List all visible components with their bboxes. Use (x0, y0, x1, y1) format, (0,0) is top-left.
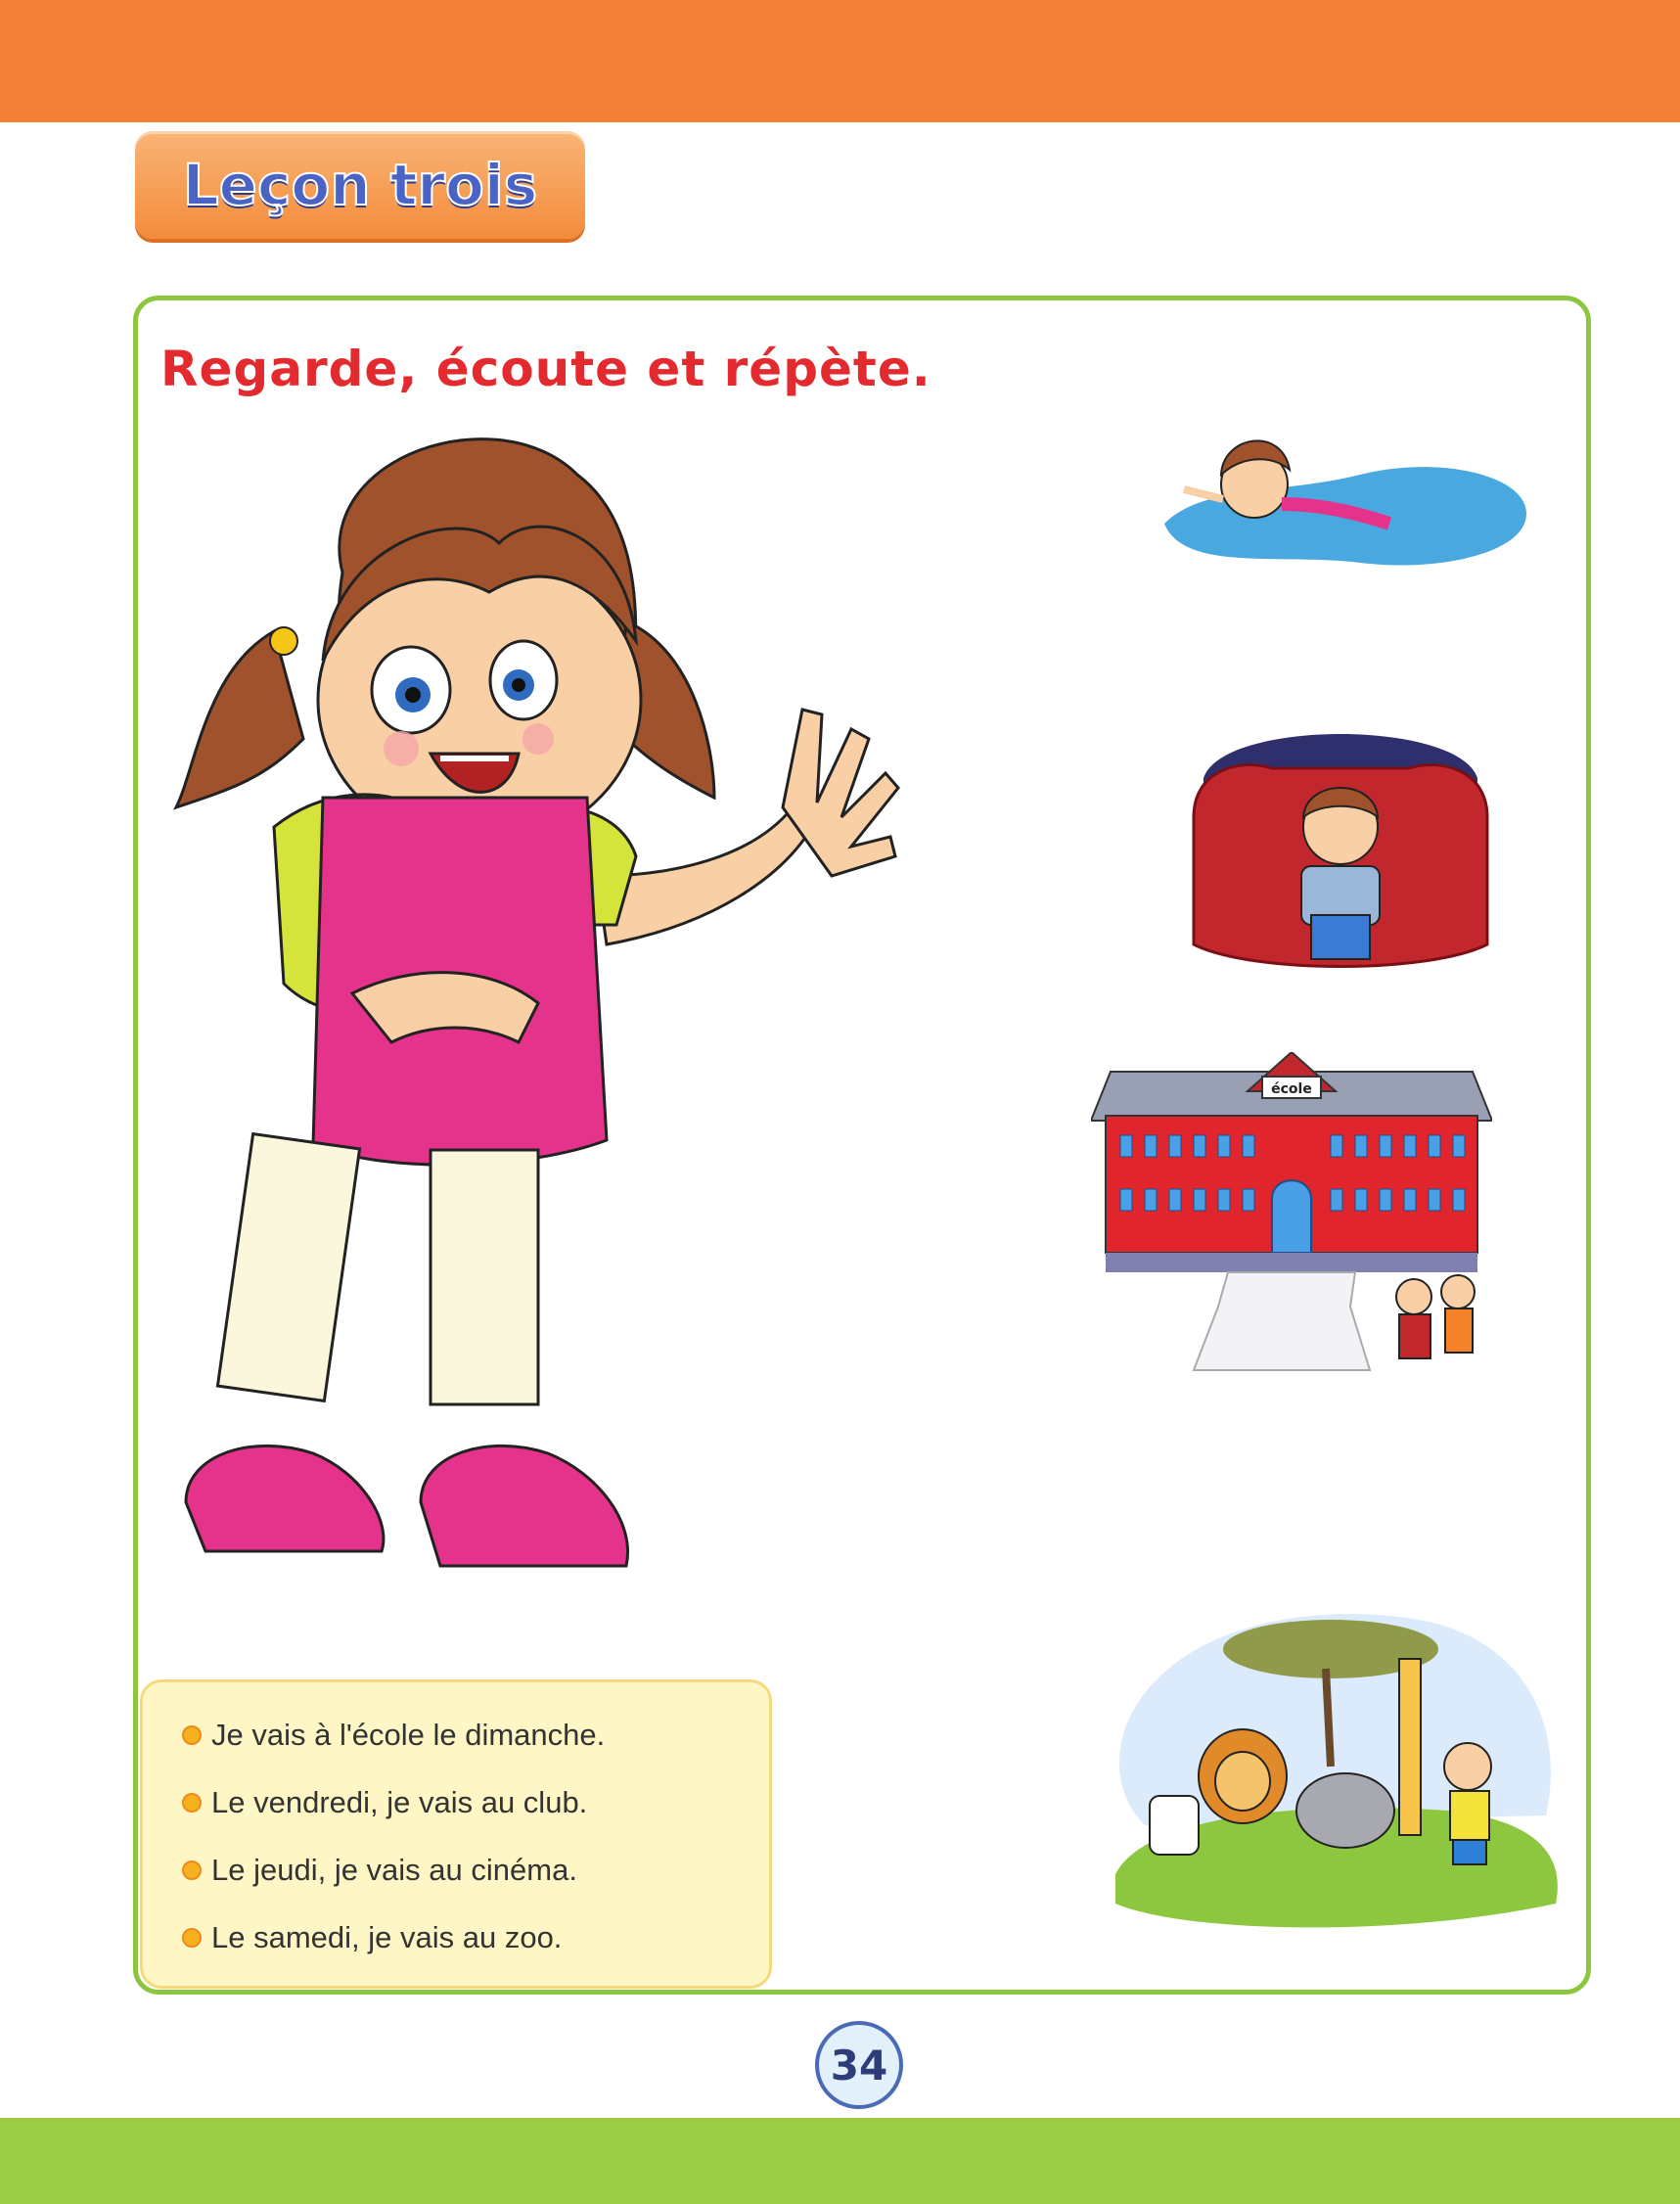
sentence-item (182, 1851, 577, 1890)
swimming-illustration (1145, 416, 1536, 582)
sentence-item (182, 1716, 605, 1755)
top-band (0, 0, 1680, 122)
girl-illustration (166, 416, 930, 1669)
instruction-heading: Regarde, écoute et répète. (160, 341, 931, 397)
school-sign: école (1271, 1081, 1312, 1097)
sentences-box (140, 1679, 772, 1989)
bullet-icon (182, 1928, 202, 1948)
bullet-icon (182, 1860, 202, 1880)
sentence-item (182, 1783, 587, 1822)
bullet-icon (182, 1793, 202, 1813)
sentence-item (182, 1918, 562, 1957)
sentence-text: Le jeudi, je vais au cinéma. (211, 1853, 577, 1887)
sentence-text: Le samedi, je vais au zoo. (211, 1920, 563, 1954)
sentence-text: Je vais à l'école le dimanche. (211, 1718, 606, 1752)
bottom-band (0, 2118, 1680, 2204)
lesson-title: Leçon trois (182, 152, 538, 218)
sentence-text: Le vendredi, je vais au club. (211, 1785, 588, 1819)
school-illustration (1091, 1052, 1492, 1395)
lesson-badge (135, 131, 585, 239)
page-number: 34 (815, 2021, 903, 2109)
bullet-icon (182, 1725, 202, 1745)
cinema-illustration (1184, 710, 1497, 979)
zoo-illustration (1106, 1590, 1566, 1938)
